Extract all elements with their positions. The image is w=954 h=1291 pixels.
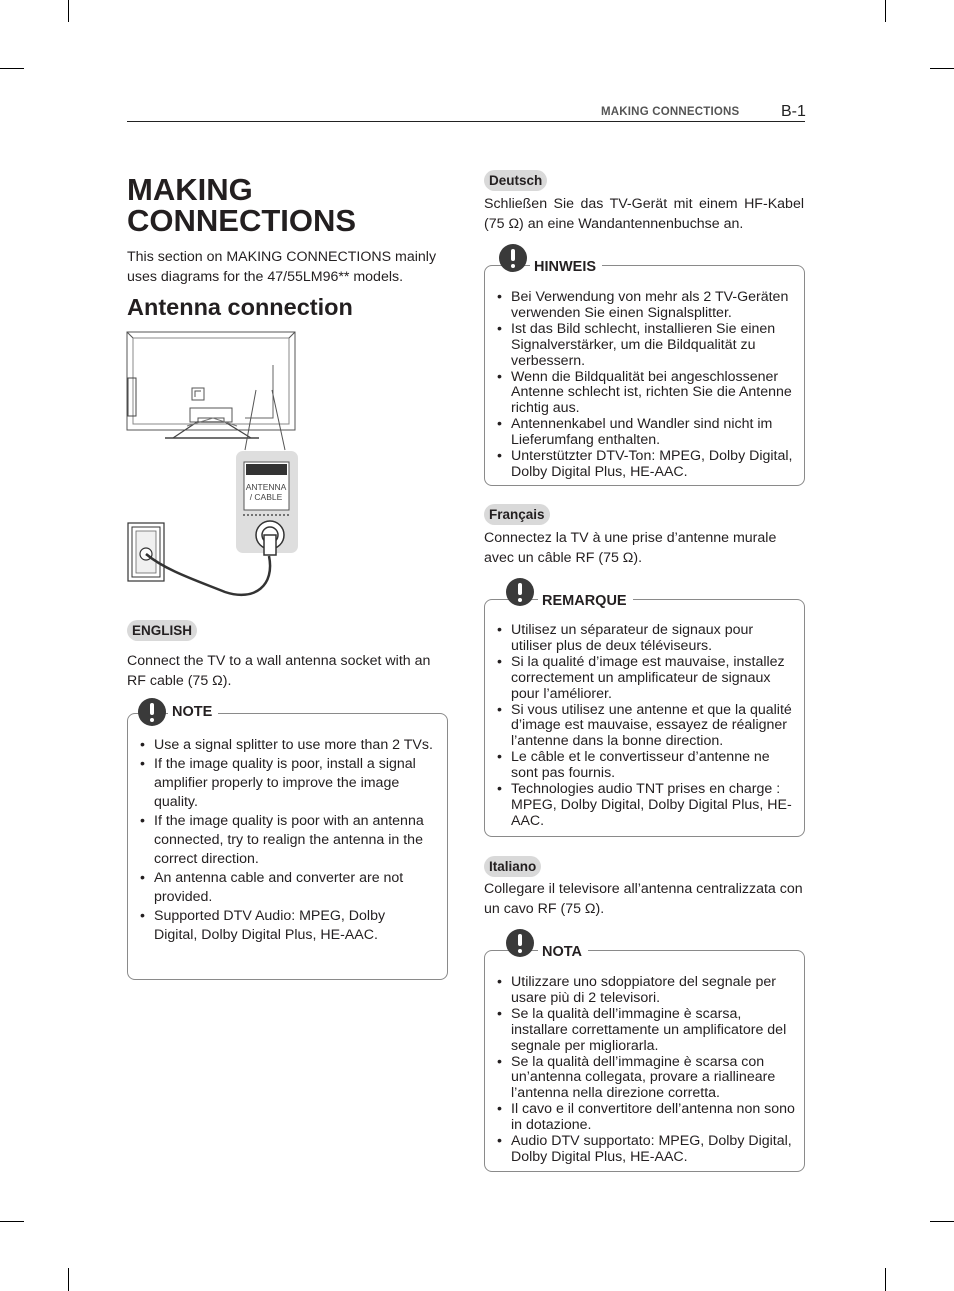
list-item: • Wenn die Bildqualität bei angeschlossener Antenne schlecht ist, richten Sie die Antenne richtig aus. [497,370,797,418]
page-title-line1: MAKING [127,172,253,207]
list-item [140,907,419,945]
list-item: • If the image quality is poor with an antenna connected, try to realign the antenna in the correct direction. [140,812,440,869]
crop-mark [885,0,886,22]
port-label: / CABLE [249,492,283,502]
language-tag-francais: Français [484,504,550,525]
italiano-instruction: Collegare il televisore all’antenna centralizzata con un cavo RF (75 Ω). [484,881,803,917]
intro-text: This section on MAKING CONNECTIONS mainly uses diagrams for the 47/55LM96** models. [127,249,437,285]
list-item: • Le câble et le convertisseur d’antenne ne sont pas fournis. [497,750,797,782]
list-item: • Utilizzare uno sdoppiatore del segnale per usare più di 2 televisori. [497,975,797,1007]
crop-mark [68,0,69,22]
list-item: • Antennenkabel und Wandler sind nicht im Lieferumfang enthalten. [497,417,797,449]
port-label: ANTENNA [245,482,287,492]
list-item: • Utilisez un séparateur de signaux pour utiliser plus de deux téléviseurs. [497,623,797,655]
section-subtitle: Antenna connection [127,294,353,320]
note-list-deutsch [497,290,797,481]
crop-mark [0,68,24,69]
note-list-italiano [497,975,797,1166]
list-item: • Si vous utilisez une antenne et que la qualité d’image est mauvaise, essayez de réaligner l’antenne dans la bonne direction. [497,703,797,751]
list-item: • Audio DTV supportato: MPEG, Dolby Digital, Dolby Digital Plus, HE-AAC. [497,1134,797,1166]
note-label: HINWEIS [530,259,602,275]
language-tag-deutsch: Deutsch [484,170,547,191]
english-instruction: Connect the TV to a wall antenna socket with an RF cable (75 Ω). [127,653,431,689]
warning-icon [499,244,527,272]
crop-mark [930,1221,954,1222]
list-item: • Ist das Bild schlecht, installieren Sie einen Signalverstärker, um die Bildqualität zu verbessern. [497,322,797,370]
list-item: • An antenna cable and converter are not provided. [140,869,440,907]
crop-mark [0,1221,24,1222]
page-number: B-1 [781,103,806,120]
crop-mark [885,1268,886,1291]
list-item: • Bei Verwendung von mehr als 2 TV-Geräten verwenden Sie einen Signalsplitter. [497,290,797,322]
warning-icon [506,578,534,606]
note-label: NOTA [538,944,588,960]
page-title [127,174,356,236]
language-tag-english: ENGLISH [127,620,197,641]
list-item: • Use a signal splitter to use more than 2 TVs. [140,736,440,755]
list-item: • Unterstützter DTV-Ton: MPEG, Dolby Digital, Dolby Digital Plus, HE-AAC. [497,449,797,481]
list-item: • Se la qualità dell’immagine è scarsa, installare correttamente un amplificatore del segnale per migliorarla. [497,1007,797,1055]
language-tag-italiano: Italiano [484,856,541,877]
list-item: • Si la qualité d’image est mauvaise, installez correctement un amplificateur de signaux pour l’améliorer. [497,655,797,703]
note-list-english [140,736,440,945]
list-item: • If the image quality is poor, install a signal amplifier properly to improve the image quality. [140,755,440,812]
note-list-francais [497,623,797,830]
warning-icon [138,698,166,726]
tv-back-illustration [127,332,295,438]
deutsch-instruction: Schließen Sie das TV-Gerät mit einem HF-Kabel (75 Ω) an eine Wandantennenbuchse an. [484,196,804,232]
running-header: MAKING CONNECTIONS [601,106,740,118]
list-item-text: Supported DTV Audio: MPEG, Dolby Digital, Dolby Digital Plus, HE-AAC. [154,908,386,943]
list-item: • Se la qualità dell’immagine è scarsa con un’antenna collegata, provare a riallineare l’antenna nella direzione corretta. [497,1055,797,1103]
header-rule [127,121,805,122]
list-item: • Il cavo e il convertitore dell’antenna non sono in dotazione. [497,1102,797,1134]
note-label: NOTE [168,704,218,720]
warning-icon [506,929,534,957]
list-item: • Technologies audio TNT prises en charge : MPEG, Dolby Digital, Dolby Digital Plus, HE-AAC. [497,782,797,830]
crop-mark [930,68,954,69]
page-title-line2: CONNECTIONS [127,203,357,238]
francais-instruction: Connectez la TV à une prise d’antenne murale avec un câble RF (75 Ω). [484,530,777,566]
crop-mark [68,1268,69,1291]
note-label: REMARQUE [538,593,633,609]
antenna-connection-diagram [125,330,305,605]
